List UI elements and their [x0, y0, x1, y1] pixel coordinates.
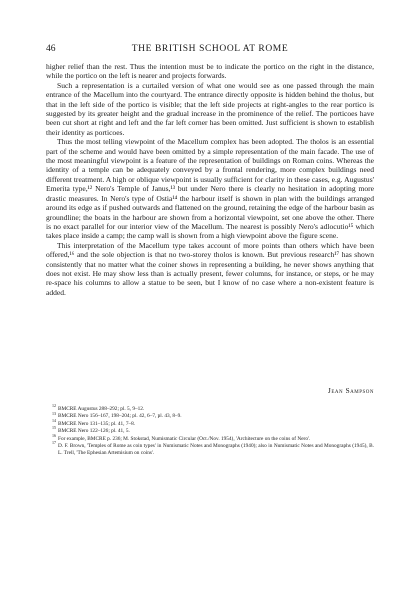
paragraph-1: higher relief than the rest. Thus the intention must be to indicate the portico on the right in the distance, while the portico on the left is nearer and projects forwards.	[46, 62, 374, 81]
paragraph-3: Thus the most telling viewpoint of the Macellum complex has been adopted. The tholos is an essential part of the scheme and would have been omitted by a simple representation of the main facade. The use of the most meaningful viewpoint is a feature of the representation of buildings on Roman coins. Whereas the identity of a temple can be adequately conveyed by a frontal rendering, more complex buildings need different treatment. A high or oblique viewpoint is usually sufficient for clarity in these cases, e.g. Augustus' Emerita type,¹² Nero's Temple of Janus,¹³ but under Nero there is clearly no hesitation in adopting more drastic measures. In Nero's type of Ostia¹⁴ the harbour itself is shown in plan with the buildings arranged around its edge as if pushed outwards and flattened on the ground, retaining the edge of the harbour basin as groundline; the boats in the harbour are shown from a horizontal viewpoint, set one above the other. There is no exact parallel for our interior view of the Macellum. The nearest is possibly Nero's adlocutio¹⁵ which takes place inside a camp; the camp wall is shown from a high viewpoint above the figure scene.	[46, 137, 374, 241]
footnote-text: For example, BMCRE p. 236; M. Stokstad, Numismatic Circular (Oct./Nov. 1954), 'Architecture on the coins of Nero'.	[58, 435, 311, 442]
footnote-text: D. F. Brown, 'Temples of Rome as coin types' in Numismatic Notes and Monographs (1940); also in Numismatic Notes and Monographs (1945), B. L. Trell, 'The Ephesian Artemisium on coins'.	[58, 443, 374, 457]
paragraph-4: This interpretation of the Macellum type takes account of more points than others which have been offered,¹⁶ and the sole objection is that no two-storey tholos is known. But previous research¹⁷ has shown consistently that no matter what the coiner shows in representing a building, he never shows anything that does not exist. He may show less than is actually present, fewer columns, for instance, or steps, or he may re-space his columns to allow a statue to be seen, but I know of no case where a non-existent feature is added.	[46, 240, 374, 297]
footnote-text: BMCRE Augustus 288–292; pl. 5, 9–12.	[58, 406, 145, 412]
footnote-number: 12	[52, 403, 56, 409]
footnote-number: 17	[52, 440, 56, 446]
footnote-16	[46, 432, 374, 446]
page-number: 46	[46, 44, 56, 54]
page-header	[46, 44, 374, 58]
body-text	[46, 62, 374, 297]
footnote-number: 15	[52, 425, 56, 431]
footnote-text: BMCRE Nero 156–167, 198–204; pl. 42, 6–7, pl. 43, 8–9.	[58, 413, 182, 420]
footnotes	[46, 403, 374, 458]
footnote-17	[46, 440, 374, 458]
footnote-number: 14	[52, 418, 56, 424]
footnote-number: 13	[52, 410, 56, 416]
author-signature: Jean Sampson	[327, 386, 374, 395]
footnote-13	[46, 410, 374, 420]
running-head: THE BRITISH SCHOOL AT ROME	[131, 44, 289, 54]
paragraph-2: Such a representation is a curtailed version of what one would see as one passed through the main entrance of the Macellum into the courtyard. The entrance directly opposite is hidden behind the tholus, but that in the left side of the portico is visible; that the left side projects at right-angles to the rear portico is suggested by its greater height and the gradual increase in the prominence of the relief. The porticoes have been cut short at right and left and the far left corner has been omitted. Just sufficient is shown to establish their identity as porticoes.	[46, 80, 374, 137]
footnote-15	[46, 425, 374, 435]
footnote-text: BMCRE Nero 122–126; pl. 41, 5.	[58, 428, 130, 435]
footnote-text: BMCRE Nero 131–135; pl. 41, 7–8.	[58, 420, 136, 427]
footnote-number: 16	[52, 432, 56, 438]
